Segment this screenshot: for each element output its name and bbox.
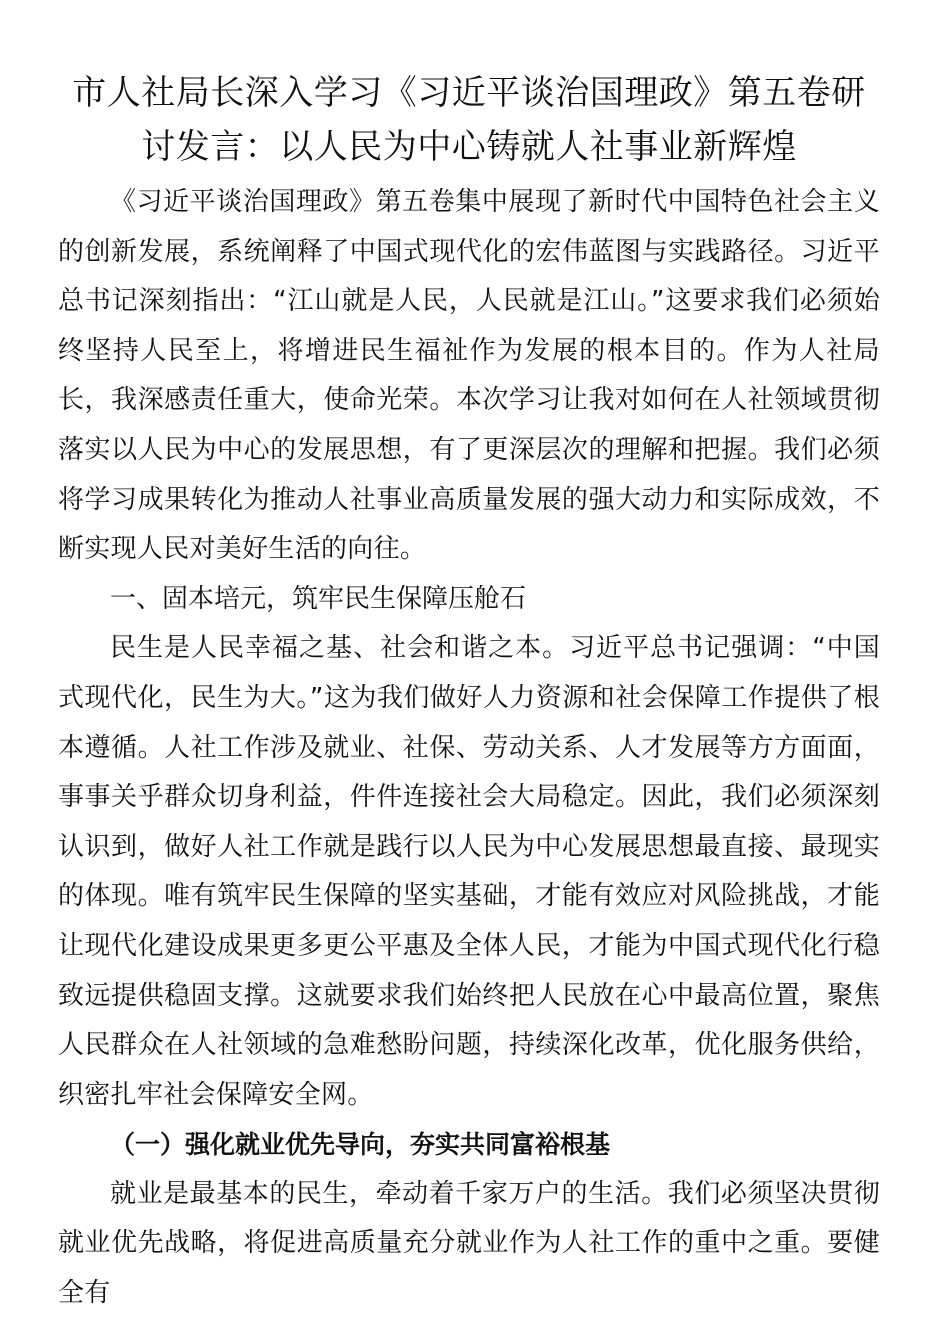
- section-paragraph-1: 民生是人民幸福之基、社会和谐之本。习近平总书记强调：“中国式现代化，民生为大。”这为我们做好人力资源和社会保障工作提供了根本遵循。人社工作涉及就业、社保、劳动关系、人才发展等方方面面，事事关乎群众切身利益，件件连接社会大局稳定。因此，我们必须深刻认识到，做好人社工作就是践行以人民为中心发展思想最直接、最现实的体现。唯有筑牢民生保障的坚实基础，才能有效应对风险挑战，才能让现代化建设成果更多更公平惠及全体人民，才能为中国式现代化行稳致远提供稳固支撑。这就要求我们始终把人民放在心中最高位置，聚焦人民群众在人社领域的急难愁盼问题，持续深化改革，优化服务供给，织密扎牢社会保障安全网。: [58, 633, 880, 1110]
- subsection-paragraph-1: 就业是最基本的民生，牵动着千家万户的生活。我们必须坚决贯彻就业优先战略，将促进高质量充分就业作为人社工作的重中之重。要健全有: [58, 1178, 880, 1309]
- subsection-heading-1: （一）强化就业优先导向，夯实共同富裕根基: [110, 1130, 611, 1160]
- document-title: 市人社局长深入学习《习近平谈治国理政》第五卷研讨发言：以人民为中心铸就人社事业新辉煌: [72, 73, 866, 167]
- intro-paragraph: 《习近平谈治国理政》第五卷集中展现了新时代中国特色社会主义的创新发展，系统阐释了中国式现代化的宏伟蓝图与实践路径。习近平总书记深刻指出：“江山就是人民，人民就是江山。”这要求我们必须始终坚持人民至上，将增进民生福祉作为发展的根本目的。作为人社局长，我深感责任重大，使命光荣。本次学习让我对如何在人社领域贯彻落实以人民为中心的发展思想，有了更深层次的理解和把握。我们必须将学习成果转化为推动人社事业高质量发展的强大动力和实际成效，不断实现人民对美好生活的向往。: [58, 187, 880, 565]
- section-heading-1: 一、固本培元，筑牢民生保障压舱石: [110, 583, 527, 614]
- document-page: [58, 66, 880, 1319]
